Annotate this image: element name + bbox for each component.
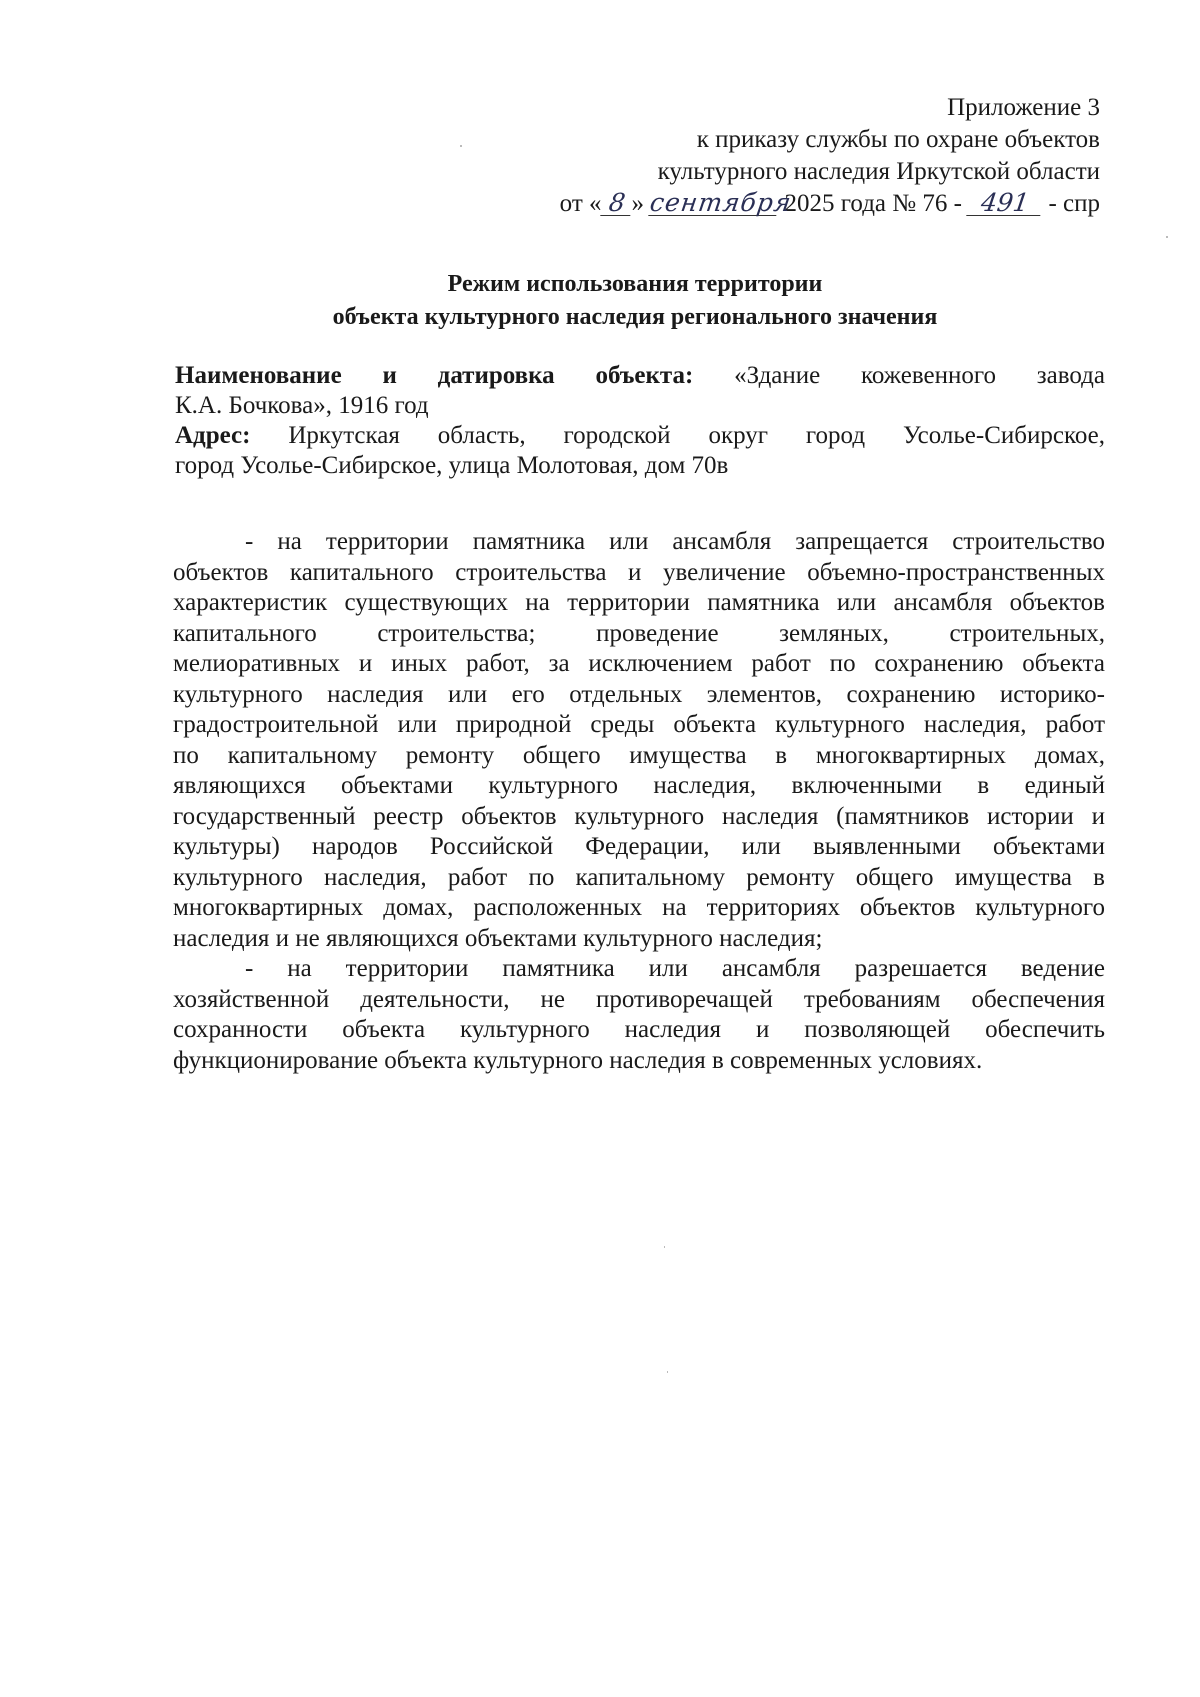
- object-name-value: «Здание кожевенного завода: [734, 362, 1105, 389]
- paragraph-1-line: по капитальному ремонту общего имущества в многоквартирных домах,: [173, 741, 1105, 769]
- document-title: [170, 268, 1100, 334]
- order-date-line: [560, 188, 1100, 220]
- paragraph-1-line: наследия и не являющихся объектами культурного наследия;: [173, 924, 823, 952]
- paragraph-1-line: объектов капитального строительства и увеличение объемно-пространственных: [173, 558, 1105, 586]
- object-name-line: [175, 361, 1105, 391]
- paragraph-1-line: многоквартирных домах, расположенных на территориях объектов культурного: [173, 894, 1105, 921]
- paragraph-2-line: сохранности объекта культурного наследия и позволяющей обеспечить: [173, 1016, 1105, 1043]
- address-label: Адрес:: [175, 422, 251, 449]
- appendix-header: [560, 92, 1100, 220]
- appendix-order-ref: к приказу службы по охране объектов: [696, 126, 1100, 153]
- paragraph-1-line: - на территории памятника или ансамбля запрещается строительство: [245, 528, 1105, 555]
- handwritten-day: 8: [600, 191, 634, 216]
- paragraph-2-line: хозяйственной деятельности, не противоречащей требованиям обеспечения: [173, 985, 1105, 1013]
- order-year-number: 2025 года № 76 -: [784, 190, 962, 217]
- paragraph-1-line: государственный реестр объектов культурного наследия (памятников истории и: [173, 802, 1105, 830]
- scan-speck: [1166, 236, 1168, 238]
- object-address-line: [175, 421, 1105, 451]
- order-suffix: - спр: [1048, 190, 1100, 217]
- object-name-value-cont: К.А. Бочкова», 1916 год: [175, 392, 429, 419]
- address-value-cont: город Усолье-Сибирское, улица Молотовая, дом 70в: [175, 452, 729, 479]
- handwritten-month: сентября: [648, 188, 794, 217]
- object-info: [175, 361, 1105, 481]
- scan-speck: [460, 145, 462, 147]
- title-line-1: Режим использования территории: [447, 271, 823, 297]
- scan-speck: [664, 1246, 665, 1248]
- paragraph-2-line: функционирование объекта культурного наследия в современных условиях.: [173, 1046, 983, 1074]
- paragraph-1-line: культурного наследия или его отдельных элементов, сохранению историко-: [173, 680, 1105, 708]
- appendix-number: Приложение 3: [947, 94, 1100, 121]
- object-name-label: Наименование и датировка объекта:: [175, 362, 694, 389]
- appendix-authority: культурного наследия Иркутской области: [657, 158, 1100, 185]
- paragraph-1-line: являющихся объектами культурного наследия, включенными в единый: [173, 772, 1105, 799]
- paragraph-1-line: культуры) народов Российской Федерации, или выявленными объектами: [173, 833, 1105, 860]
- paragraph-2-line: - на территории памятника или ансамбля разрешается ведение: [245, 955, 1105, 982]
- date-mid: »: [631, 190, 645, 217]
- regime-text: [173, 527, 1105, 1076]
- handwritten-order-number: 491: [966, 191, 1044, 216]
- scan-speck: [667, 1371, 668, 1373]
- title-line-2: объекта культурного наследия регионального значения: [332, 304, 938, 330]
- paragraph-1-line: культурного наследия, работ по капитальному ремонту общего имущества в: [173, 863, 1105, 891]
- paragraph-1-line: капитального строительства; проведение земляных, строительных,: [173, 619, 1105, 647]
- paragraph-1-line: градостроительной или природной среды объекта культурного наследия, работ: [173, 711, 1105, 738]
- address-value: Иркутская область, городской округ город Усолье-Сибирское,: [288, 422, 1106, 449]
- paragraph-1-line: характеристик существующих на территории памятника или ансамбля объектов: [173, 589, 1105, 616]
- paragraph-1-line: мелиоративных и иных работ, за исключением работ по сохранению объекта: [173, 650, 1105, 677]
- date-prefix: от «: [559, 190, 602, 217]
